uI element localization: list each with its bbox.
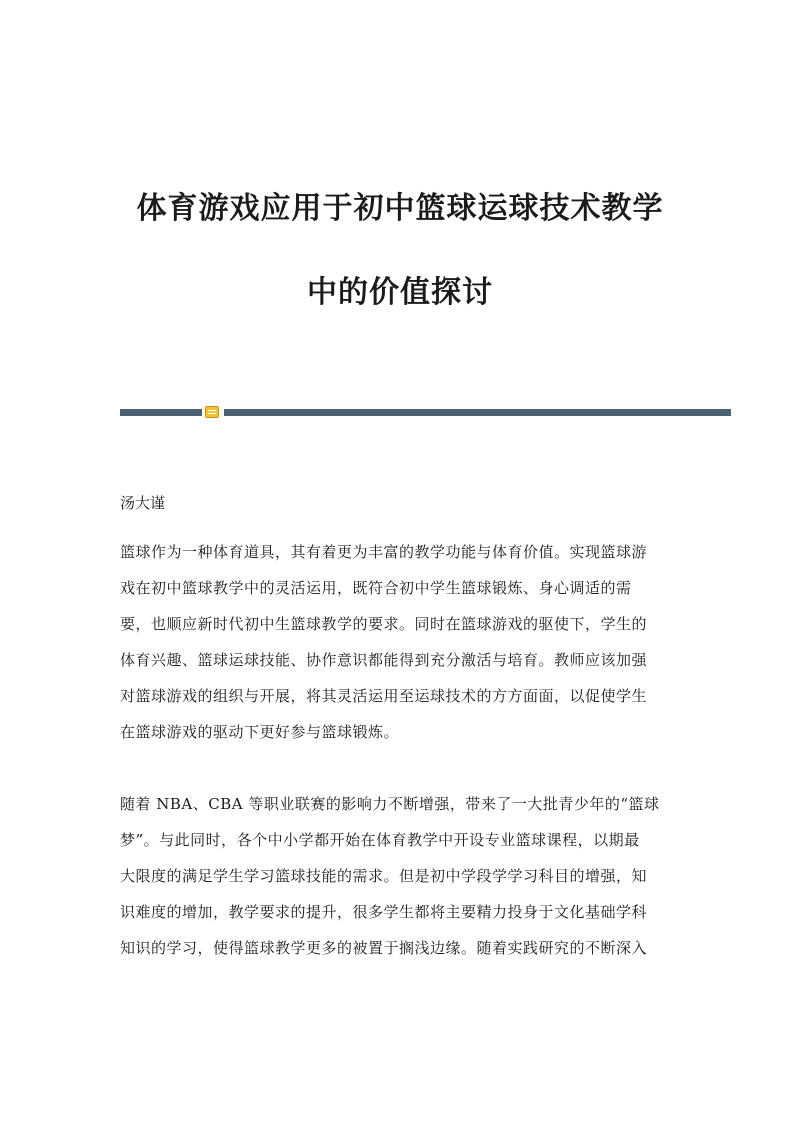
paragraph-line: 篮球作为一种体育道具，其有着更为丰富的教学功能与体育价值。实现篮球游 <box>120 543 648 561</box>
paragraph-line: 随着 NBA、CBA 等职业联赛的影响力不断增强，带来了一大批青少年的“篮球 <box>120 795 660 813</box>
title-divider-right <box>224 409 731 416</box>
title-divider-left <box>120 409 202 416</box>
paragraph-line: 体育兴趣、篮球运球技能、协作意识都能得到充分激活与培育。教师应该加强 <box>120 651 648 669</box>
body-paragraph <box>120 786 680 966</box>
document-title-line-1: 体育游戏应用于初中篮球运球技术教学 <box>136 191 664 226</box>
paragraph-line: 识难度的增加，教学要求的提升，很多学生都将主要精力投身于文化基础学科 <box>120 903 648 921</box>
divider-ornament-icon <box>205 406 219 418</box>
paragraph-line: 戏在初中篮球教学中的灵活运用，既符合初中学生篮球锻炼、身心调适的需 <box>120 579 632 597</box>
paragraph-line: 梦”。与此同时，各个中小学都开始在体育教学中开设专业篮球课程，以期最 <box>120 831 640 849</box>
paragraph-line: 在篮球游戏的驱动下更好参与篮球锻炼。 <box>120 723 400 741</box>
document-title-line-2: 中的价值探讨 <box>307 275 493 310</box>
paragraph-line: 对篮球游戏的组织与开展，将其灵活运用至运球技术的方方面面，以促使学生 <box>120 687 648 705</box>
paragraph-line: 要，也顺应新时代初中生篮球教学的要求。同时在篮球游戏的驱使下，学生的 <box>120 615 648 633</box>
paragraph-line: 大限度的满足学生学习篮球技能的需求。但是初中学段学学习科目的增强，知 <box>120 867 648 885</box>
author-name: 汤大谨 <box>120 494 166 512</box>
abstract-paragraph <box>120 534 680 750</box>
paragraph-line: 知识的学习，使得篮球教学更多的被置于搁浅边缘。随着实践研究的不断深入 <box>120 939 648 957</box>
